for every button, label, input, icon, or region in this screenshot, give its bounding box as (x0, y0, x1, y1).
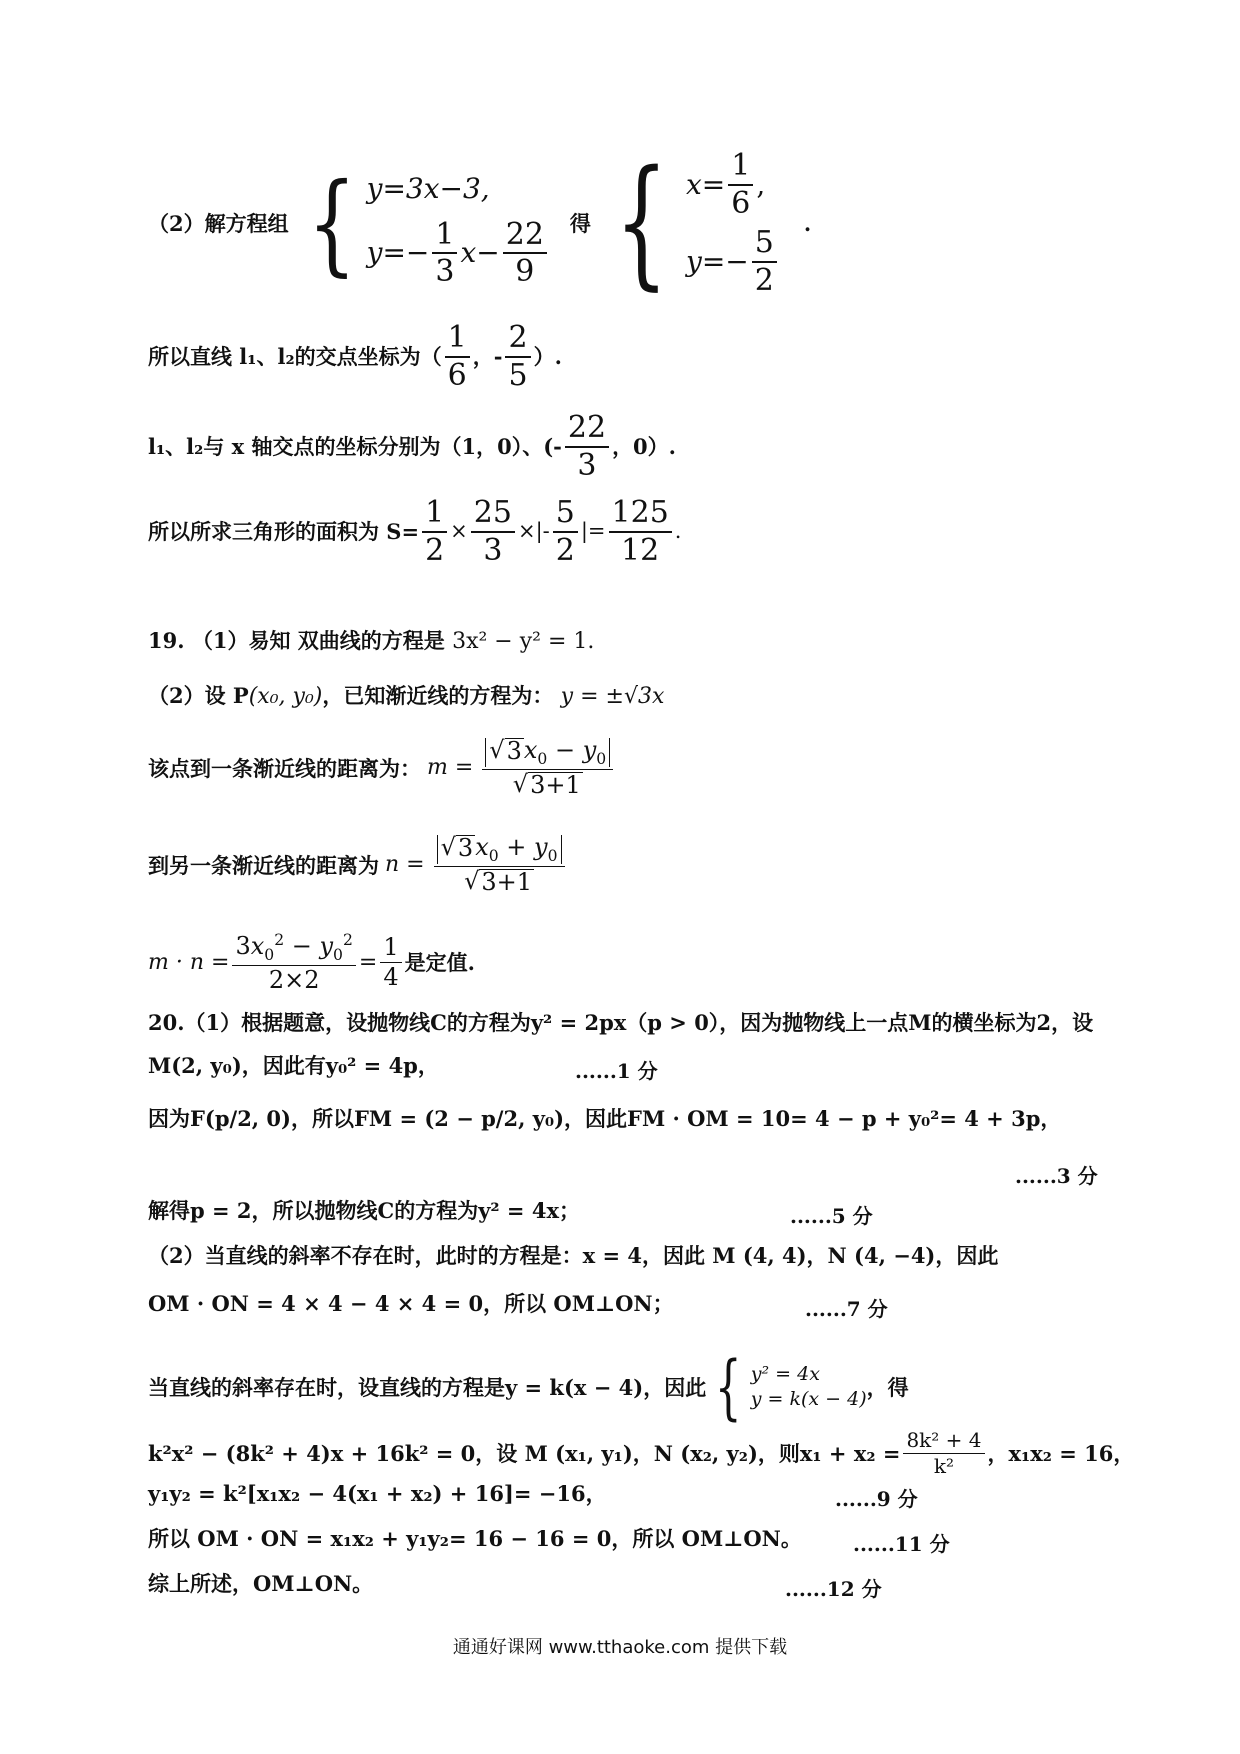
sys3-eq1: y² = 4x (750, 1363, 820, 1385)
frac-22-3: $\frac{22}{3}$ (565, 412, 609, 481)
q20-line9: y₁y₂ = k²[x₁x₂ − 4(x₁ + x₂) + 16]= −16， (148, 1481, 607, 1506)
q19-part2-b: ，已知渐近线的方程为： (322, 683, 554, 708)
get-label: 得 (569, 210, 591, 236)
frac-1-4: $\frac{1}{4}$ (380, 935, 401, 990)
q20-line3: 因为F(p/2, 0)，所以FM = (2 − p/2, y₀)，因此FM · OM = 10= 4 − p + y₀²= 4 + 3p， (148, 1106, 1062, 1131)
area-text: 所以所求三角形的面积为 S= (148, 519, 420, 544)
frac-1-6b: $\frac{1}{6}$ (445, 322, 470, 391)
q20-line10: 所以 OM · ON = x₁x₂ + y₁y₂= 16 − 16 = 0，所以 OM⊥ON。 (148, 1526, 802, 1551)
frac-25-3: $\frac{25}{3}$ (471, 497, 515, 566)
frac-125-12: $\frac{125}{12}$ (609, 497, 672, 566)
frac-1-2: $\frac{1}{2}$ (422, 497, 447, 566)
eq2-lhs: y=− (366, 236, 430, 269)
score-3: ......3 分 (1015, 1164, 1098, 1188)
q20-line8-b: ，x₁x₂ = 16， (987, 1441, 1135, 1466)
q20-line1: 20.（1）根据题意，设抛物线C的方程为y² = 2px（p > 0），因为抛物线上一点M的横坐标为2，设 (148, 1010, 1094, 1035)
q19-part2-a: （2）设 P (148, 683, 249, 708)
score-1: ......1 分 (575, 1059, 658, 1083)
page-footer: 通通好课网 www.tthaoke.com 提供下载 (452, 1637, 788, 1658)
mn-frac: $\frac{3x_0^2 - y_0^2}{2\times 2}$ (232, 932, 355, 993)
xaxis-line (148, 412, 676, 481)
q20-line11: 综上所述，OM⊥ON。 (148, 1571, 374, 1596)
eq2-x: x− (460, 236, 500, 269)
score-9: ......9 分 (835, 1487, 918, 1511)
q20-line8-a: k²x² − (8k² + 4)x + 16k² = 0，设 M (x₁, y₁)，N (x₂, y₂)，则x₁ + x₂ = (148, 1441, 901, 1466)
dist1-text: 该点到一条渐近线的距离为： (148, 755, 421, 781)
system-3: { y² = 4x y = k(x − 4) (715, 1346, 867, 1428)
frac-5-2b: $\frac{5}{2}$ (553, 497, 578, 566)
dist1-frac: √ 3 $x_0 - y_0$ √ 3+1 (482, 738, 613, 798)
system-left: { y=3x−3, y=− $\frac{1}{3}$ x− $\frac{22}{9}$ (297, 159, 550, 288)
dist2-line: 到另一条渐近线的距离为 n = √ 3 $x_0 + y_0$ √ 3+1 (148, 835, 568, 895)
q20-line7 (148, 1346, 909, 1428)
asymptote-eq: y = ±√3x (560, 684, 665, 709)
q19-part1-text: 19. （1）易知 双曲线的方程是 (148, 628, 445, 653)
eq1: y=3x−3, (366, 171, 490, 205)
mn-end: 是定值. (404, 950, 475, 976)
frac-22-9: $\frac{22}{9}$ (503, 219, 547, 288)
q19-part2 (148, 685, 664, 708)
q20-line4: 解得p = 2，所以抛物线C的方程为y² = 4x； (148, 1198, 580, 1223)
frac-8k: $\frac{\text{8k² + 4}}{\text{k²}}$ (903, 1430, 984, 1477)
frac-5-2: $\frac{5}{2}$ (752, 227, 777, 296)
frac-1-3: $\frac{1}{3}$ (432, 219, 457, 288)
area-line: 所以所求三角形的面积为 S= $\frac{1}{2}$ × $\frac{25}{3}$ ×|- $\frac{5}{2}$ |= $\frac{125}{12}$ . (148, 495, 682, 568)
part2-label: （2）解方程组 (148, 210, 289, 236)
dot: . (803, 210, 812, 236)
system-right: { x= $\frac{1}{6}$ , y=− $\frac{5}{2}$ (597, 150, 780, 296)
q20-line5: （2）当直线的斜率不存在时，此时的方程是：x = 4，因此 M (4, 4)，N (4, −4)，因此 (148, 1243, 999, 1268)
frac-1-6: $\frac{1}{6}$ (728, 150, 753, 219)
score-7: ......7 分 (805, 1297, 888, 1321)
mn-line: m · n = $\frac{3x_0^2 - y_0^2}{2\times 2}$ = $\frac{1}{4}$ 是定值. (148, 931, 475, 995)
intersect-end: ）. (533, 344, 562, 369)
score-5: ......5 分 (790, 1204, 873, 1228)
q19-part1 (148, 630, 594, 653)
equation-system-line (148, 141, 812, 304)
sol-x: x= (686, 167, 726, 201)
q20-line2: M(2, y₀)，因此有y₀² = 4p， (148, 1053, 439, 1078)
xaxis-text: l₁、l₂与 x 轴交点的坐标分别为（1，0）、(- (148, 434, 562, 459)
score-12: ......12 分 (785, 1577, 882, 1601)
xaxis-end: ，0）. (612, 434, 676, 459)
intersect-text: 所以直线 l₁、l₂的交点坐标为（ (148, 344, 442, 369)
dist2-frac: √ 3 $x_0 + y_0$ √ 3+1 (434, 835, 565, 895)
q20-line6: OM · ON = 4 × 4 − 4 × 4 = 0，所以 OM⊥ON； (148, 1291, 674, 1316)
dist1-line: 该点到一条渐近线的距离为： m = √ 3 $x_0 - y_0$ √ 3+1 (148, 738, 616, 798)
q19-part1-eq: 3x² − y² = 1. (452, 629, 595, 654)
q19-point: (x₀, y₀) (248, 684, 323, 709)
score-11: ......11 分 (853, 1532, 950, 1556)
sol-y: y=− (686, 244, 749, 278)
q20-line8 (148, 1430, 1134, 1477)
q20-line7-a: 当直线的斜率存在时，设直线的方程是y = k(x − 4)，因此 (148, 1374, 707, 1400)
frac-2-5: $\frac{2}{5}$ (505, 322, 530, 391)
dist2-text: 到另一条渐近线的距离为 (148, 852, 379, 878)
intersection-line (148, 322, 562, 391)
intersect-mid: ，- (472, 344, 503, 369)
q20-line7-b: ，得 (866, 1374, 909, 1400)
sys3-eq2: y = k(x − 4) (750, 1388, 867, 1410)
